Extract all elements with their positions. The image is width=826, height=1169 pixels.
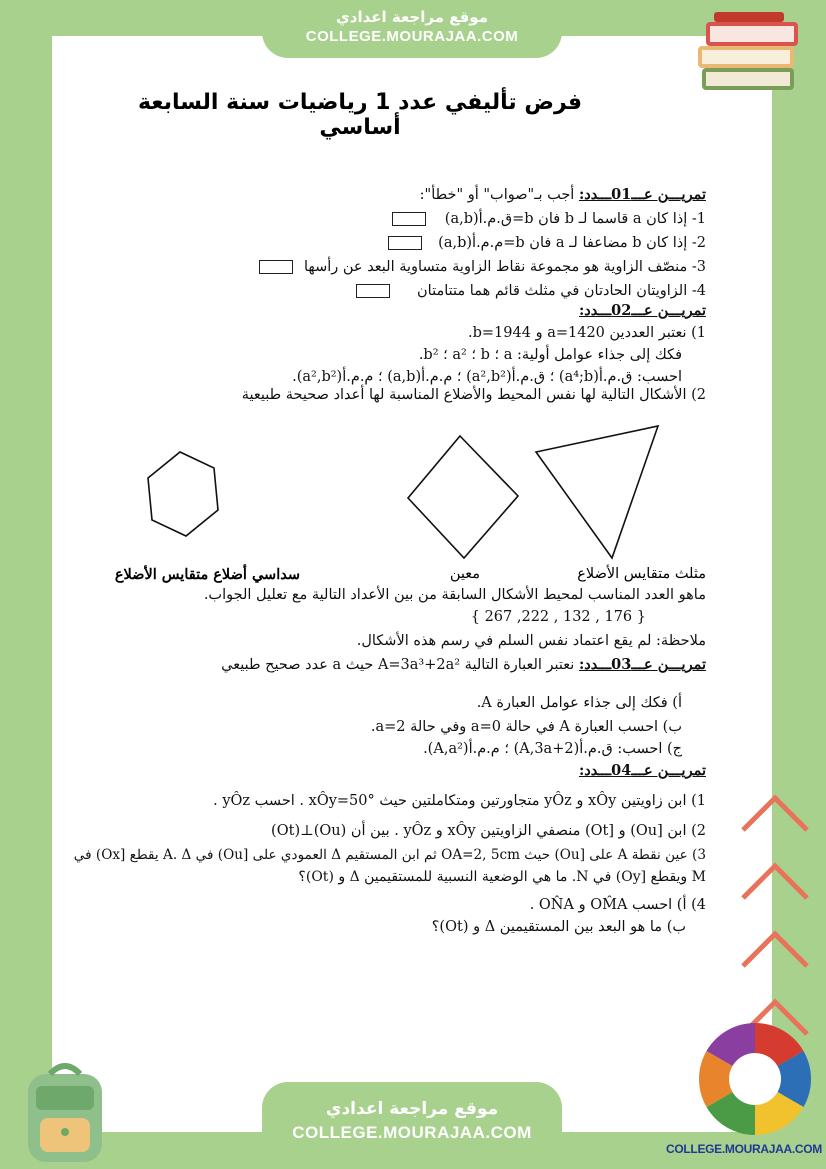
statement-text: 1- إذا كان a قاسما لـ b فان b=ق.م.أ(a,b) bbox=[444, 211, 706, 227]
exercise-2-heading bbox=[579, 302, 706, 320]
exercise-3-heading bbox=[221, 656, 706, 674]
question-text: 4) أ) احسب OM̂A و ON̂A . bbox=[529, 897, 706, 913]
list-item bbox=[259, 258, 706, 276]
document-title: فرض تأليفي عدد 1 رياضيات سنة السابعة أساسي bbox=[137, 90, 583, 140]
triangle-shape bbox=[536, 426, 658, 558]
shapes-figure bbox=[120, 420, 680, 570]
exercise-title: تمريـــن عـــ04ـــدد: bbox=[578, 762, 706, 779]
triangle-label: مثلث متقايس الأضلاع bbox=[577, 566, 706, 582]
rhombus-shape bbox=[408, 436, 518, 558]
exercise-1-heading bbox=[420, 186, 706, 204]
question-text: فكك إلى جذاء عوامل أولية: a ؛ b ؛ a² ؛ b². bbox=[418, 347, 682, 363]
site-url[interactable]: COLLEGE.MOURAJAA.COM bbox=[292, 1123, 532, 1142]
hexagon-label: سداسي أضلاع متقايس الأضلاع bbox=[114, 566, 300, 583]
list-item bbox=[356, 282, 706, 300]
school-bag-icon bbox=[10, 1058, 120, 1168]
books-icon bbox=[694, 6, 806, 98]
question-text: ب) احسب العبارة A في حالة a=0 وفي حالة a=2. bbox=[370, 719, 682, 735]
site-url[interactable]: COLLEGE.MOURAJAA.COM bbox=[305, 28, 519, 45]
question-text: أ) فكك إلى جذاء عوامل العبارة A. bbox=[476, 695, 682, 711]
exercise-title: تمريـــن عـــ01ـــدد: bbox=[578, 186, 706, 203]
site-footer-tab[interactable] bbox=[262, 1082, 562, 1169]
question-text: 2) الأشكال التالية لها نفس المحيط والأضلاع المناسبة لها أعداد صحيحة طبيعية bbox=[241, 387, 706, 403]
site-name-arabic: موقع مراجعة اعدادي bbox=[325, 1099, 499, 1119]
question-text: 2) ابن [Ou) و [Ot) منصفي الزاويتين xÔy و yÔz . بين أن (Ou)⊥(Ot) bbox=[271, 823, 706, 839]
exercise-title: تمريـــن عـــ02ـــدد: bbox=[578, 302, 706, 319]
list-item bbox=[388, 234, 706, 252]
question-text: 1) نعتبر العددين a=1420 و b=1944. bbox=[468, 325, 706, 341]
question-text: ماهو العدد المناسب لمحيط الأشكال السابقة من بين الأعداد التالية مع تعليل الجواب. bbox=[203, 587, 706, 603]
site-name-arabic: موقع مراجعة اعدادي bbox=[336, 8, 488, 26]
statement-text: 2- إذا كان b مضاعفا لـ a فان b=م.م.أ(a,b) bbox=[438, 235, 706, 251]
rhombus-label: معين bbox=[449, 566, 480, 582]
list-item bbox=[392, 210, 706, 228]
question-text: ج) احسب: ق.م.أ(A,3a+2) ؛ م.م.أ(A,a²). bbox=[423, 741, 682, 757]
exercise-intro: نعتبر العبارة التالية A=3a³+2a² حيث a عدد صحيح طبيعي bbox=[221, 657, 575, 673]
education-wheel-logo bbox=[696, 1020, 814, 1138]
answer-box[interactable] bbox=[388, 236, 422, 250]
question-text: احسب: ق.م.أ(a⁴;b) ؛ ق.م.أ(a²,b²) ؛ م.م.أ(a,b) ؛ م.م.أ(a²,b²). bbox=[292, 369, 682, 385]
number-set-values: { 267 ,222 , 132 , 176 } bbox=[470, 609, 646, 625]
answer-box[interactable] bbox=[259, 260, 293, 274]
answer-box[interactable] bbox=[392, 212, 426, 226]
note-text: ملاحظة: لم يقع اعتماد نفس السلم في رسم هذه الأشكال. bbox=[356, 633, 706, 649]
question-text: ب) ما هو البعد بين المستقيمين Δ و (Ot)؟ bbox=[431, 919, 686, 935]
site-header-tab[interactable] bbox=[262, 0, 562, 58]
statement-text: 4- الزاويتان الحادتان في مثلث قائم هما متتامتان bbox=[417, 283, 706, 299]
question-text: 1) ابن زاويتين xÔy و yÔz متجاورتين ومتكاملتين حيث xÔy=50° . احسب yÔz . bbox=[213, 793, 706, 809]
shape-labels bbox=[70, 566, 706, 586]
question-text: 3) عين نقطة A على [Ou) حيث OA=2, 5cm ثم ابن المستقيم Δ العمودي على [Ou) في A. Δ يقطع [Ox) في bbox=[73, 847, 706, 863]
exercise-instruction: أجب بـ"صواب" أو "خطأ": bbox=[419, 187, 575, 203]
exercise-title: تمريـــن عـــ03ـــدد: bbox=[578, 656, 706, 673]
answer-box[interactable] bbox=[356, 284, 390, 298]
exercise-4-heading bbox=[579, 762, 706, 780]
logo-url[interactable]: COLLEGE.MOURAJAA.COM bbox=[665, 1142, 822, 1156]
question-text: M ويقطع [Oy) في N. ما هي الوضعية النسبية للمستقيمين Δ و (Ot)؟ bbox=[298, 869, 706, 885]
hexagon-shape bbox=[148, 452, 218, 536]
statement-text: 3- منصّف الزاوية هو مجموعة نقاط الزاوية متساوية البعد عن رأسها bbox=[304, 259, 706, 275]
number-set bbox=[471, 608, 646, 626]
